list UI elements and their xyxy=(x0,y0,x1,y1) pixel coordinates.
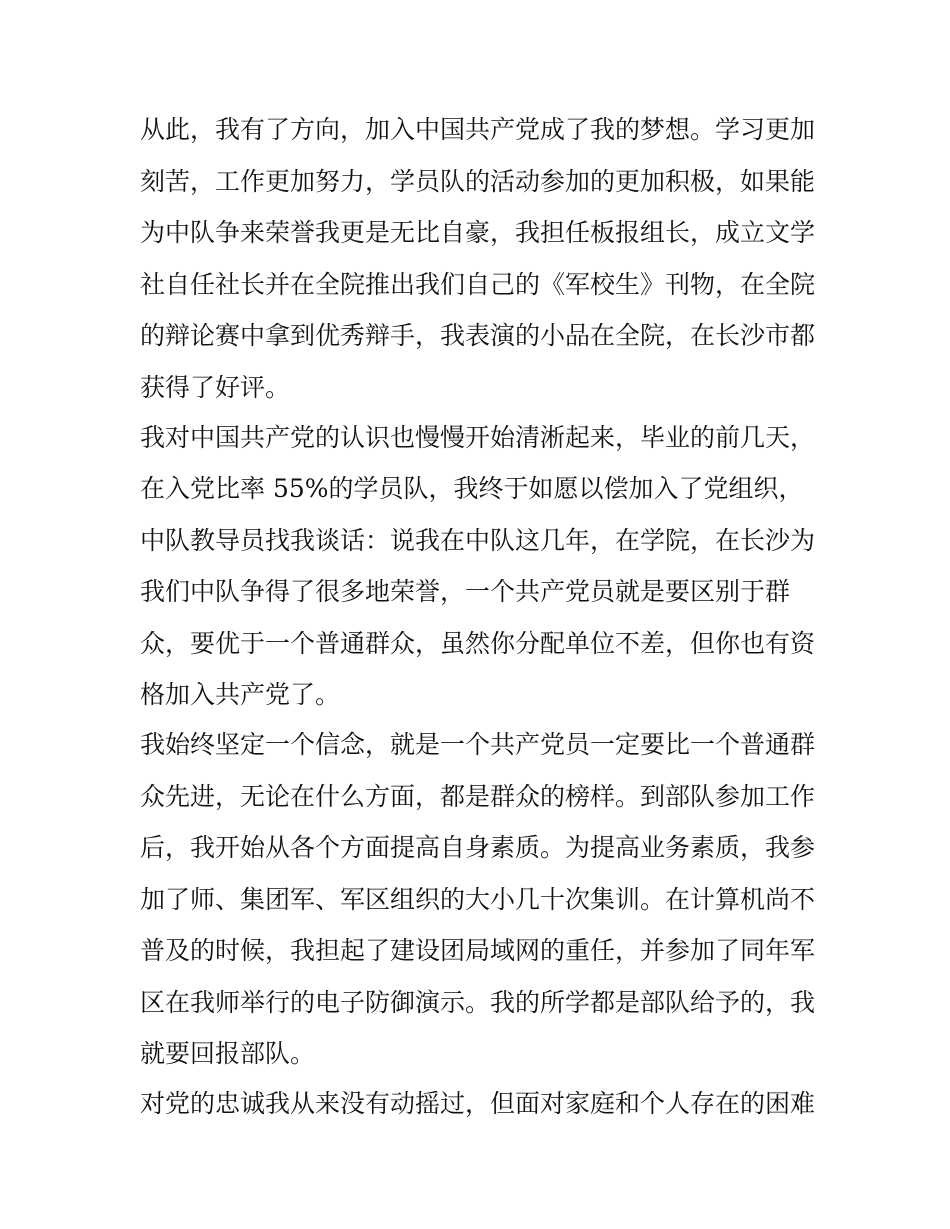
text-line: 的辩论赛中拿到优秀辩手，我表演的小品在全院，在长沙市都 xyxy=(140,321,816,350)
text-line: 众，要优于一个普通群众，虽然你分配单位不差，但你也有资 xyxy=(140,628,816,658)
text-line: 获得了好评。 xyxy=(140,372,291,402)
text-line: 我们中队争得了很多地荣誉，一个共产党员就是要区别于群 xyxy=(140,577,791,606)
text-line: 我始终坚定一个信念，就是一个共产党员一定要比一个普通群 xyxy=(140,730,816,759)
text-line: 我对中国共产党的认识也慢慢开始清淅起来，毕业的前几天， xyxy=(140,422,816,452)
text-line: 在入党比率 55%的学员队，我终于如愿以偿加入了党组织， xyxy=(140,474,804,503)
text-line: 区在我师举行的电子防御演示。我的所学都是部队给予的，我 xyxy=(140,987,816,1017)
text-line: 为中队争来荣誉我更是无比自豪，我担任板报组长，成立文学 xyxy=(140,218,816,247)
paragraph-3 xyxy=(140,725,820,1084)
text-line: 对党的忠诚我从来没有动摇过，但面对家庭和个人存在的困难 xyxy=(140,1089,816,1118)
text-line: 普及的时候，我担起了建设团局域网的重任，并参加了同年军 xyxy=(140,936,816,965)
text-line: 就要回报部队。 xyxy=(140,1039,316,1068)
document-body xyxy=(140,110,820,1136)
text-line: 加了师、集团军、军区组织的大小几十次集训。在计算机尚不 xyxy=(140,884,816,914)
text-line: 众先进，无论在什么方面，都是群众的榜样。到部队参加工作 xyxy=(140,781,816,811)
text-line: 后，我开始从各个方面提高自身素质。为提高业务素质，我参 xyxy=(140,833,816,862)
text-line: 社自任社长并在全院推出我们自己的《军校生》刊物，在全院 xyxy=(140,269,816,299)
text-line: 中队教导员找我谈话：说我在中队这几年，在学院，在长沙为 xyxy=(140,525,816,555)
text-line: 从此，我有了方向，加入中国共产党成了我的梦想。学习更加 xyxy=(140,115,816,144)
paragraph-2 xyxy=(140,418,820,726)
text-line: 格加入共产党了。 xyxy=(140,680,341,709)
paragraph-1 xyxy=(140,110,820,418)
paragraph-4 xyxy=(140,1084,820,1136)
text-line: 刻苦，工作更加努力，学员队的活动参加的更加积极，如果能 xyxy=(140,166,816,196)
